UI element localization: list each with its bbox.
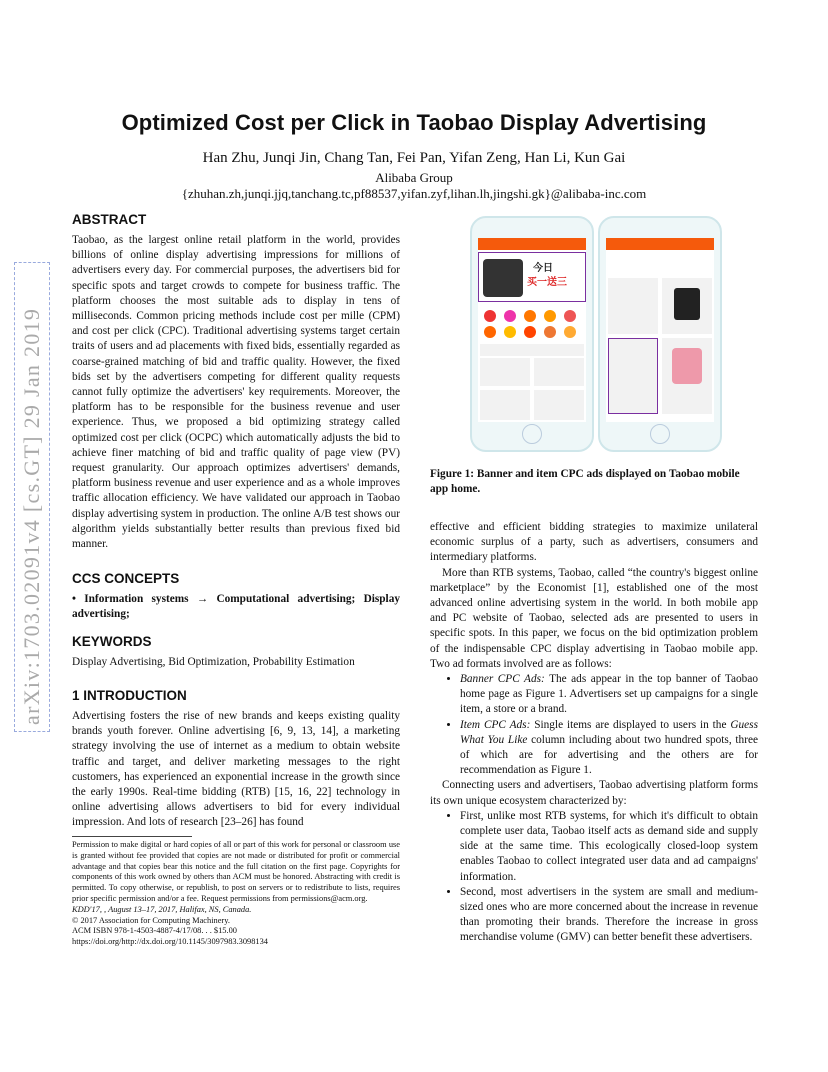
item-card-ad xyxy=(608,338,658,414)
promo-tile xyxy=(480,358,530,386)
ad-format-list xyxy=(430,672,758,778)
home-button-icon xyxy=(522,424,542,444)
paragraph: Connecting users and advertisers, Taobao advertising platform forms its own unique ecosystem characterized by: xyxy=(430,779,758,807)
abstract-heading: ABSTRACT xyxy=(72,212,147,227)
keywords-text: Display Advertising, Bid Optimization, Probability Estimation xyxy=(72,656,355,668)
list-item: • Item CPC Ads: Single items are displayed to users in the Guess What You Like column including about two hundred spots, three of which are for advertising and the others are for recommendation as Figure 1. xyxy=(460,718,758,779)
phone-screen xyxy=(606,238,714,422)
ccs-heading: CCS CONCEPTS xyxy=(72,571,180,586)
category-icons xyxy=(482,308,582,340)
item-card xyxy=(662,338,712,414)
banner-ad xyxy=(478,252,586,302)
footnote-rule xyxy=(72,836,192,837)
list-item: • Banner CPC Ads: The ads appear in the top banner of Taobao home page as Figure 1. Advertisers set up campaigns for a single item, a store or a brand. xyxy=(460,672,758,718)
banner-text-1: 今日 xyxy=(533,263,553,274)
phone-banner-ad xyxy=(470,216,594,452)
home-button-icon xyxy=(650,424,670,444)
promo-tile xyxy=(534,358,584,386)
author-emails: {zhuhan.zh,junqi.jjq,tanchang.tc,pf88537,yifan.zyf,lihan.lh,jingshi.gk}@alibaba-inc.com xyxy=(181,186,647,201)
author-list: Han Zhu, Junqi Jin, Chang Tan, Fei Pan, Yifan Zeng, Han Li, Kun Gai xyxy=(202,150,626,166)
item-card xyxy=(608,278,658,334)
phone-item-ad xyxy=(598,216,722,452)
figure-caption: Figure 1: Banner and item CPC ads displayed on Taobao mobile app home. xyxy=(430,468,740,495)
app-header-bar xyxy=(606,238,714,250)
promo-tile xyxy=(480,390,530,420)
item-card xyxy=(662,278,712,334)
isbn-line: ACM ISBN 978-1-4503-4887-4/17/08. . . $15.00 xyxy=(72,926,237,936)
conference-info: KDD'17, , August 13–17, 2017, Halifax, NS, Canada. xyxy=(72,904,252,914)
paragraph: effective and efficient bidding strategies to maximize unilateral economic surplus of a party, such as advertisers, consumers and intermediary platforms. xyxy=(430,521,758,564)
news-strip xyxy=(480,344,584,356)
list-item: • First, unlike most RTB systems, for which it's difficult to obtain complete user data, Taobao itself acts as demand side and supply side at the same time. This ecologically closed-loop system enables Taobao to collect integrated user data and ad campaigns' information. xyxy=(460,809,758,885)
store-header xyxy=(608,254,712,274)
abstract-text xyxy=(72,233,400,552)
permission-notice: Permission to make digital or hard copies of all or part of this work for personal or classroom use is granted without fee provided that copies are not made or distributed for profit or commercial advantage and that copies bear this notice and the full citation on the first page. Copyrights for components of this work owned by others than ACM must be honored. Abstracting with credit is permitted. To copy otherwise, or republish, to post on servers or to redistribute to lists, requires prior specific permission and/or a fee. Request permissions from permissions@acm.org. xyxy=(72,840,400,903)
paragraph: More than RTB systems, Taobao, called “the country's biggest online marketplace” by the Economist [1], established one of the most advanced online advertising system in the world. In both mobile app and PC website of Taobao, selected ads are presented to users in specific spots. In this paper, we focus on the bid optimization problem of the indispensable CPC display advertising in Taobao mobile app. Two ad formats involved are as follows: xyxy=(430,566,758,670)
intro-paragraph: Advertising fosters the rise of new brands and keeps existing quality brands youth forever. Online advertising [6, 9, 13, 14], a marketing strategy involving the use of internet as a medium to obtain website traffic and target, and deliver marketing messages to the right customers, has experienced an exponential increase in the growth since the early 1990s. Real-time bidding (RTB) [15, 16, 22] technology in online advertising allows advertisers to bid for every individual impression. And lots of research [23–26] has found xyxy=(72,710,400,829)
right-column xyxy=(430,520,758,946)
phone-screen xyxy=(478,238,586,422)
copyright-line: © 2017 Association for Computing Machinery. xyxy=(72,915,230,925)
doi-line: https://doi.org/http://dx.doi.org/10.1145/3097983.3098134 xyxy=(72,937,268,947)
banner-text-2: 买一送三 xyxy=(527,277,567,288)
list-item: • Second, most advertisers in the system are small and medium-sized ones who are more concerned about the increase in revenue than promoting their brands. Therefore the increase in gross merchandise volume (GMV) can better benefit these advertisers. xyxy=(460,885,758,946)
affiliation: Alibaba Group xyxy=(375,170,453,185)
ecosystem-list xyxy=(430,809,758,946)
keywords-heading: KEYWORDS xyxy=(72,634,152,649)
ccs-text: • Information systems → Computational advertising; Display advertising; xyxy=(72,593,400,621)
intro-heading: 1 INTRODUCTION xyxy=(72,688,187,703)
app-header-bar xyxy=(478,238,586,250)
abstract-paragraph: Taobao, as the largest online retail platform in the world, provides billions of online display advertising impressions for millions of advertisers every day. For commercial purposes, the advertisers bid for specific spots and target crowds to compete for business traffic. The platform chooses the most suitable ads to display in tens of milliseconds. Common pricing methods include cost per mille (CPM) and cost per click (CPC). Traditional advertising systems target certain traits of users and ad placements with fixed bids, essentially regarded as coarse-grained matching of bid and traffic quality. However, the fixed bids set by the advertisers competing for different quality requests cannot fully optimize the advertisers' key requirements. Moreover, the platform has to be responsible for the business revenue and user experience. Thus, we proposed a bid optimizing strategy called optimized cost per click (OCPC) which automatically adjusts the bid to achieve finer matching of bid and traffic quality of page view (PV) request granularity. Our approach optimizes advertisers' demands, platform business revenue and user experience and as a whole improves traffic allocation efficiency. We have validated our approach in Taobao display advertising system in production. The online A/B test shows our algorithm yields substantially better results than previous fixed bid manner. xyxy=(72,234,400,551)
footnote xyxy=(72,840,400,948)
paper-title: Optimized Cost per Click in Taobao Display Advertising xyxy=(121,110,707,135)
banner-product-image xyxy=(483,259,523,297)
promo-tile xyxy=(534,390,584,420)
arxiv-stamp: arXiv:1703.02091v4 [cs.GT] 29 Jan 2019 xyxy=(14,262,50,732)
